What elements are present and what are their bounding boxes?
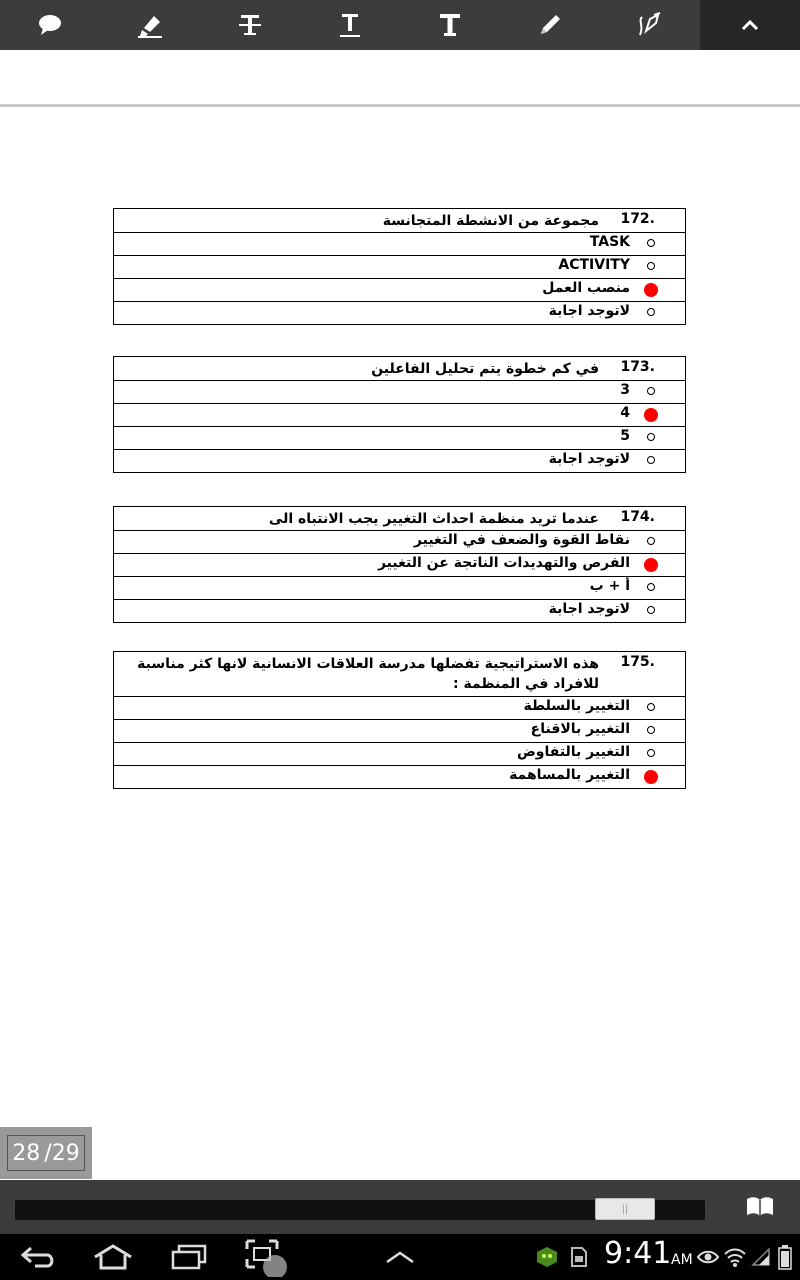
signature-tool-button[interactable] [600, 0, 700, 50]
answer-option[interactable] [114, 530, 685, 553]
page-counter[interactable] [0, 1127, 92, 1179]
pencil-tool-button[interactable] [500, 0, 600, 50]
answer-label: لاتوجد اجابة [548, 451, 630, 467]
show-more-button[interactable] [378, 1234, 422, 1280]
back-button[interactable] [14, 1234, 64, 1280]
annotation-toolbar [0, 0, 800, 50]
answer-option[interactable] [114, 426, 685, 449]
home-button[interactable] [88, 1234, 138, 1280]
highlighter-icon [136, 12, 164, 38]
question-table-172 [113, 208, 686, 325]
sim-card-icon [570, 1246, 588, 1268]
chevron-up-icon [741, 19, 759, 31]
radio-marker[interactable] [647, 308, 655, 316]
answer-option[interactable] [114, 301, 685, 324]
answer-label: التغيير بالسلطة [523, 698, 630, 714]
recent-apps-icon [171, 1244, 207, 1270]
radio-marker[interactable] [647, 433, 655, 441]
answer-label: التغيير بالتفاوض [516, 744, 630, 760]
status-clock[interactable]: 9:41 [604, 1236, 672, 1271]
wifi-icon [723, 1246, 747, 1268]
battery-icon [778, 1244, 792, 1270]
selected-answer-marker[interactable] [644, 770, 658, 784]
answer-option[interactable] [114, 553, 685, 576]
radio-marker[interactable] [647, 749, 655, 757]
radio-marker[interactable] [647, 703, 655, 711]
answer-label: 5 [620, 428, 630, 444]
status-ampm: AM [671, 1252, 693, 1268]
question-header [114, 209, 685, 232]
answer-option[interactable] [114, 742, 685, 765]
open-book-icon [745, 1194, 775, 1220]
strikethrough-tool-button[interactable] [200, 0, 300, 50]
answer-label: أ + ب [589, 578, 630, 594]
sim-notification[interactable] [566, 1234, 592, 1280]
answer-label: لاتوجد اجابة [548, 601, 630, 617]
screenshot-button[interactable] [243, 1234, 293, 1280]
answer-option[interactable] [114, 765, 685, 788]
question-number: 174. [620, 509, 655, 525]
text-icon [437, 12, 463, 38]
page-seekbar-area [0, 1180, 800, 1234]
selected-answer-marker[interactable] [644, 558, 658, 572]
strikethrough-icon [237, 12, 263, 38]
page-seek-track[interactable] [15, 1200, 705, 1220]
answer-option[interactable] [114, 255, 685, 278]
app-notification[interactable] [532, 1234, 562, 1280]
answer-option[interactable] [114, 380, 685, 403]
answer-label: الفرص والتهديدات الناتجة عن التغيير [377, 555, 630, 571]
answer-option[interactable] [114, 232, 685, 255]
answer-label: 4 [620, 405, 630, 421]
recent-apps-button[interactable] [164, 1234, 214, 1280]
question-text: هذه الاستراتيجية تفضلها مدرسة العلاقات الانسانية لانها كثر مناسبة للافراد في المنظمة : [137, 656, 599, 692]
book-view-button[interactable] [745, 1194, 775, 1220]
underline-icon [337, 12, 363, 38]
green-app-icon [535, 1245, 559, 1269]
answer-option[interactable] [114, 576, 685, 599]
signal-status [750, 1234, 772, 1280]
total-pages: /29 [44, 1140, 80, 1166]
answer-label: لاتوجد اجابة [548, 303, 630, 319]
answer-label: التغيير بالمساهمة [509, 767, 630, 783]
selected-answer-marker[interactable] [644, 408, 658, 422]
question-text: مجموعة من الانشطة المتجانسة [382, 213, 599, 229]
answer-label: 3 [620, 382, 630, 398]
answer-label: TASK [589, 234, 630, 250]
radio-marker[interactable] [647, 239, 655, 247]
page-header-divider [0, 104, 800, 107]
page-counter-box [7, 1135, 84, 1171]
comment-icon [37, 13, 63, 37]
current-page-number: 28 [12, 1140, 41, 1166]
question-table-173 [113, 356, 686, 473]
chevron-up-icon [385, 1250, 415, 1264]
text-tool-button[interactable] [400, 0, 500, 50]
system-navigation-bar [0, 1234, 800, 1280]
battery-status [774, 1234, 796, 1280]
radio-marker[interactable] [647, 606, 655, 614]
question-header [114, 652, 685, 696]
question-text: عندما تريد منظمة احداث التغيير يجب الانتباه الى [268, 511, 599, 527]
back-icon [21, 1244, 57, 1270]
question-header [114, 507, 685, 530]
question-table-175 [113, 651, 686, 789]
question-number: 173. [620, 359, 655, 375]
collapse-toolbar-button[interactable] [700, 0, 800, 50]
answer-option[interactable] [114, 599, 685, 622]
answer-option[interactable] [114, 278, 685, 301]
home-icon [93, 1243, 133, 1271]
answer-label: نقاط القوة والضعف في التغيير [413, 532, 630, 548]
answer-option[interactable] [114, 719, 685, 742]
screenshot-icon [243, 1237, 293, 1277]
answer-label: ACTIVITY [558, 257, 630, 273]
page-seek-thumb[interactable]: || [595, 1198, 655, 1220]
signature-pen-icon [636, 11, 664, 39]
answer-option[interactable] [114, 403, 685, 426]
question-table-174 [113, 506, 686, 623]
comment-tool-button[interactable] [0, 0, 100, 50]
underline-tool-button[interactable] [300, 0, 400, 50]
pencil-icon [537, 12, 563, 38]
highlighter-tool-button[interactable] [100, 0, 200, 50]
question-number: 175. [620, 654, 655, 670]
answer-option[interactable] [114, 449, 685, 472]
radio-marker[interactable] [647, 456, 655, 464]
radio-marker[interactable] [647, 583, 655, 591]
answer-option[interactable] [114, 696, 685, 719]
eye-status [694, 1234, 722, 1280]
question-text: في كم خطوة يتم تحليل الفاعلين [371, 361, 599, 377]
radio-marker[interactable] [647, 537, 655, 545]
radio-marker[interactable] [647, 262, 655, 270]
cell-signal-icon [751, 1247, 771, 1267]
radio-marker[interactable] [647, 387, 655, 395]
question-number: 172. [620, 211, 655, 227]
radio-marker[interactable] [647, 726, 655, 734]
eye-icon [696, 1247, 720, 1267]
wifi-status [722, 1234, 748, 1280]
question-header [114, 357, 685, 380]
selected-answer-marker[interactable] [644, 283, 658, 297]
answer-label: منصب العمل [542, 280, 630, 296]
answer-label: التغيير بالاقناع [530, 721, 630, 737]
